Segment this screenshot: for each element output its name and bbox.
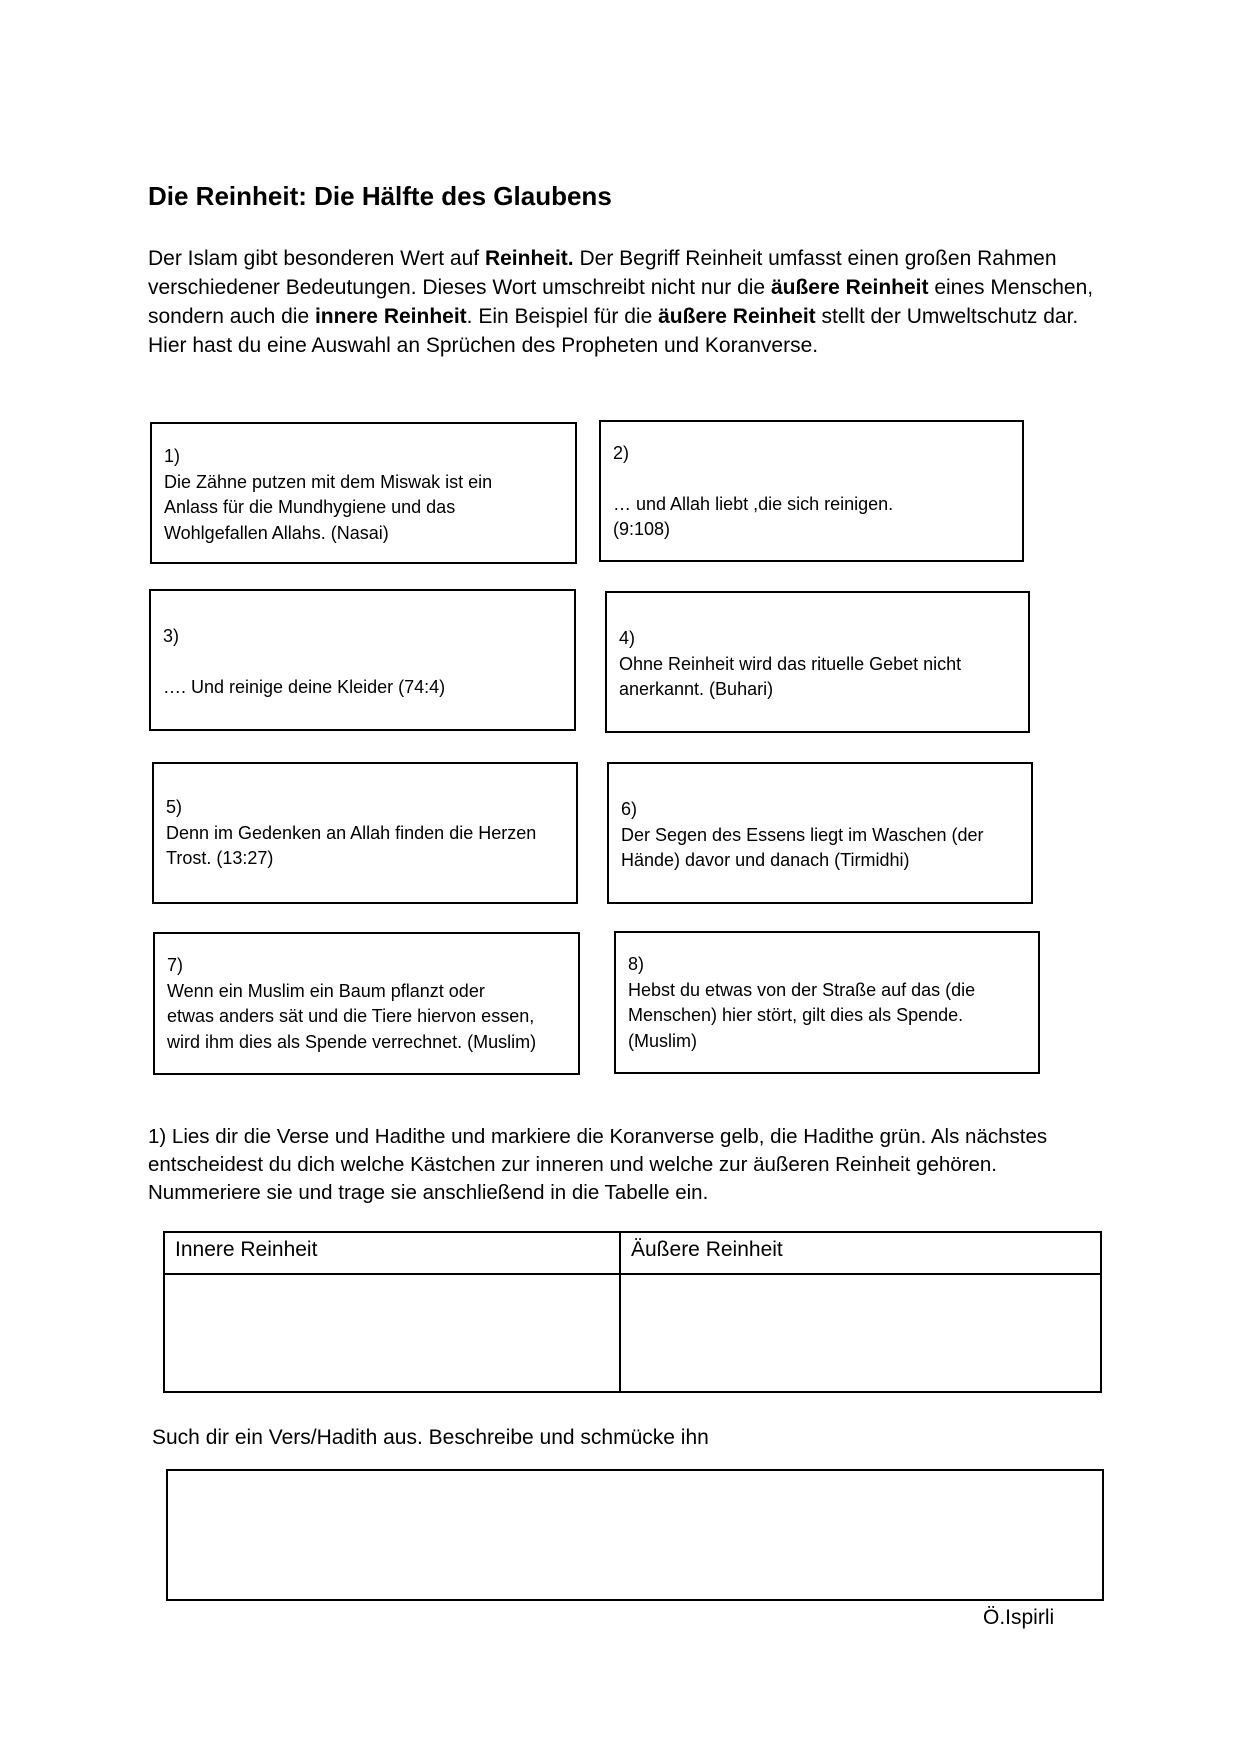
author-signature: Ö.Ispirli [983,1606,1055,1629]
column-header-inner: Innere Reinheit [164,1232,620,1274]
card-text: … und Allah liebt ,die sich reinigen. (9:108) [613,493,894,539]
task-instruction: 1) Lies dir die Verse und Hadithe und markiere die Koranverse gelb, die Hadithe grün. Als nächstes entscheidest du dich welche Kästchen zur inneren und welche zur äußeren Reinheit gehören. Nummeriere sie und trage sie anschließend in die Tabelle ein. [148,1125,1048,1204]
card-number: 1) [164,446,181,466]
quote-card-6 [607,762,1033,904]
decoration-instruction: Such dir ein Vers/Hadith aus. Beschreibe und schmücke ihn [152,1426,709,1449]
column-header-outer: Äußere Reinheit [620,1232,1101,1274]
quote-card-4 [605,591,1030,733]
answer-cell-outer[interactable] [620,1274,1101,1392]
answer-cell-inner[interactable] [164,1274,620,1392]
card-text: Wenn ein Muslim ein Baum pflanzt oder etwas anders sät und die Tiere hiervon essen, wird ihm dies als Spende verrechnet. (Muslim) [167,980,537,1052]
card-number: 2) [613,443,630,463]
quote-card-2 [599,420,1024,562]
quote-card-7 [153,932,580,1075]
quote-card-8 [614,931,1040,1074]
quote-card-1 [150,422,577,564]
card-text: Die Zähne putzen mit dem Miswak ist ein Anlass für die Mundhygiene und das Wohlgefallen Allahs. (Nasai) [164,471,493,543]
card-text: Ohne Reinheit wird das rituelle Gebet nicht anerkannt. (Buhari) [619,653,962,699]
card-text: …. Und reinige deine Kleider (74:4) [163,676,446,697]
card-number: 3) [163,626,180,646]
intro-paragraph: Der Islam gibt besonderen Wert auf Reinheit. Der Begriff Reinheit umfasst einen großen Rahmen verschiedener Bedeutungen. Dieses Wort umschreibt nicht nur die äußere Reinheit eines Menschen, sondern auch die innere Reinheit. Ein Beispiel für die äußere Reinheit stellt der Umweltschutz dar. Hier hast du eine Auswahl an Sprüchen des Propheten und Koranverse. [148,247,1094,357]
card-number: 4) [619,628,636,648]
card-number: 6) [621,799,638,819]
card-text: Hebst du etwas von der Straße auf das (die Menschen) hier stört, gilt dies als Spende. (Muslim) [628,979,976,1051]
card-text: Denn im Gedenken an Allah finden die Herzen Trost. (13:27) [166,822,537,868]
card-number: 5) [166,797,183,817]
worksheet-title: Die Reinheit: Die Hälfte des Glaubens [148,181,612,211]
quote-card-5 [152,762,578,904]
quote-card-3 [149,589,576,731]
sorting-table [163,1231,1102,1393]
drawing-box[interactable] [166,1469,1104,1601]
card-text: Der Segen des Essens liegt im Waschen (der Hände) davor und danach (Tirmidhi) [621,824,984,870]
card-number: 8) [628,954,645,974]
card-number: 7) [167,955,184,975]
